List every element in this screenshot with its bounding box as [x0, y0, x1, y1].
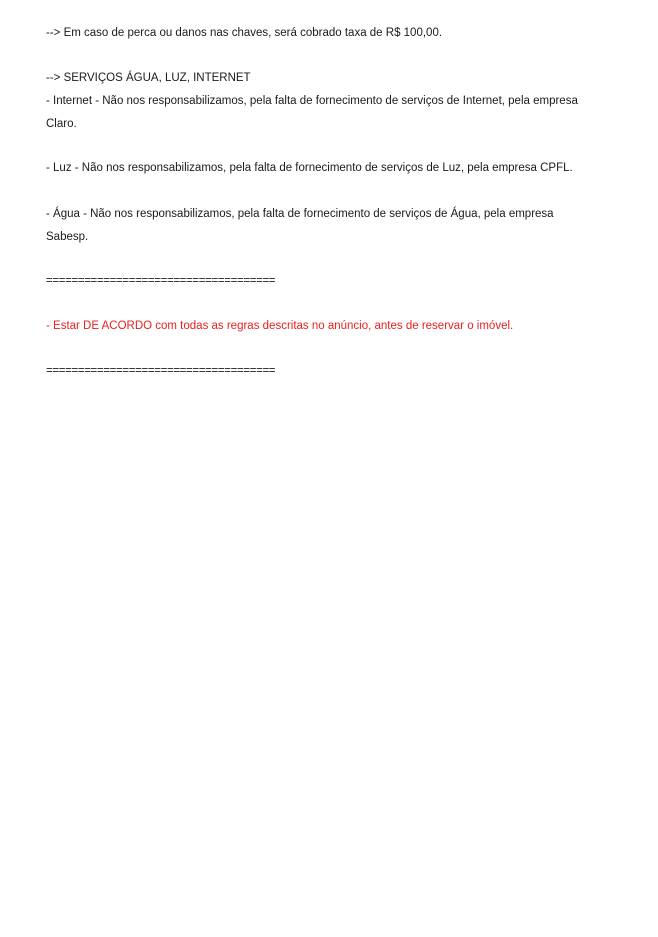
agua-line-1: - Água - Não nos responsabilizamos, pela falta de fornecimento de serviços de Água, pela empresa: [46, 208, 554, 220]
luz-line: - Luz - Não nos responsabilizamos, pela falta de fornecimento de serviços de Luz, pela empresa CPFL.: [46, 162, 573, 174]
separator-bottom: ====================================: [46, 365, 276, 377]
services-heading: --> SERVIÇOS ÁGUA, LUZ, INTERNET: [46, 72, 251, 84]
internet-line-2: Claro.: [46, 118, 77, 130]
agua-line-2: Sabesp.: [46, 231, 89, 243]
agreement-notice: - Estar DE ACORDO com todas as regras descritas no anúncio, antes de reservar o imóvel.: [46, 320, 514, 332]
keys-notice: --> Em caso de perca ou danos nas chaves, será cobrado taxa de R$ 100,00.: [46, 27, 443, 39]
separator-top: ====================================: [46, 275, 276, 287]
internet-line-1: - Internet - Não nos responsabilizamos, pela falta de fornecimento de serviços de Internet, pela empresa: [46, 95, 578, 107]
